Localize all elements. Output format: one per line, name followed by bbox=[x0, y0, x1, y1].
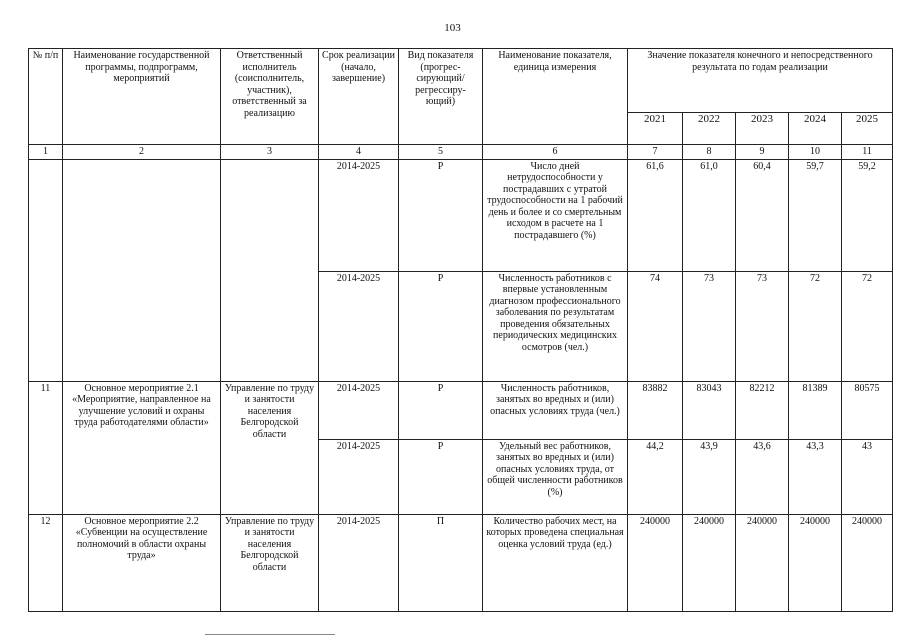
row-indicator-name: Количество рабочих мест, на которых проведена специальная оценка условий труда (ед.) bbox=[483, 514, 628, 612]
column-number: 8 bbox=[683, 145, 736, 160]
row-indicator-type: Р bbox=[399, 439, 483, 514]
row-executor: Управление по труду и занятости населения Белгородской области bbox=[221, 381, 319, 514]
header-values: Значение показателя конечного и непосредственного результата по годам реализации bbox=[628, 49, 893, 113]
column-number: 7 bbox=[628, 145, 683, 160]
row-value-2022: 43,9 bbox=[683, 439, 736, 514]
header-year-2021: 2021 bbox=[628, 113, 683, 145]
row-indicator-name: Численность работников с впервые установленным диагнозом профессионального заболевания по результатам проведения обязательных периодических медицинских осмотров (чел.) bbox=[483, 271, 628, 381]
page-number: 103 bbox=[444, 22, 461, 34]
row-value-2023: 82212 bbox=[736, 381, 789, 439]
header-year-2022: 2022 bbox=[683, 113, 736, 145]
row-value-2021: 74 bbox=[628, 271, 683, 381]
header-num: № п/п bbox=[29, 49, 63, 145]
header-period: Срок реализации (начало, завершение) bbox=[319, 49, 399, 145]
row-num: 11 bbox=[29, 381, 63, 514]
column-number: 5 bbox=[399, 145, 483, 160]
row-value-2022: 73 bbox=[683, 271, 736, 381]
row-indicator-type: Р bbox=[399, 271, 483, 381]
row-executor: Управление по труду и занятости населения Белгородской области bbox=[221, 514, 319, 612]
row-value-2023: 60,4 bbox=[736, 159, 789, 271]
row-value-2025: 240000 bbox=[842, 514, 893, 612]
footer-rule bbox=[205, 634, 335, 635]
table-row bbox=[29, 159, 893, 271]
row-value-2021: 240000 bbox=[628, 514, 683, 612]
row-program-name bbox=[63, 159, 221, 381]
row-num: 12 bbox=[29, 514, 63, 612]
row-program-name: Основное мероприятие 2.1 «Мероприятие, направленное на улучшение условий и охраны труда работодателями области» bbox=[63, 381, 221, 514]
column-number: 4 bbox=[319, 145, 399, 160]
row-value-2024: 59,7 bbox=[789, 159, 842, 271]
row-indicator-type: Р bbox=[399, 381, 483, 439]
row-period: 2014-2025 bbox=[319, 381, 399, 439]
row-num bbox=[29, 159, 63, 381]
column-number: 6 bbox=[483, 145, 628, 160]
column-number: 9 bbox=[736, 145, 789, 160]
row-value-2022: 240000 bbox=[683, 514, 736, 612]
row-period: 2014-2025 bbox=[319, 514, 399, 612]
row-value-2024: 240000 bbox=[789, 514, 842, 612]
row-value-2021: 44,2 bbox=[628, 439, 683, 514]
row-value-2021: 61,6 bbox=[628, 159, 683, 271]
header-indicator-name: Наименование показателя, единица измерения bbox=[483, 49, 628, 145]
row-value-2021: 83882 bbox=[628, 381, 683, 439]
header-year-2023: 2023 bbox=[736, 113, 789, 145]
row-period: 2014-2025 bbox=[319, 439, 399, 514]
column-number: 11 bbox=[842, 145, 893, 160]
row-value-2025: 80575 bbox=[842, 381, 893, 439]
row-executor bbox=[221, 159, 319, 381]
column-number: 3 bbox=[221, 145, 319, 160]
column-number: 1 bbox=[29, 145, 63, 160]
header-year-2024: 2024 bbox=[789, 113, 842, 145]
column-number: 2 bbox=[63, 145, 221, 160]
header-year-2025: 2025 bbox=[842, 113, 893, 145]
row-value-2023: 240000 bbox=[736, 514, 789, 612]
column-number: 10 bbox=[789, 145, 842, 160]
row-indicator-name: Число дней нетрудоспособности у пострадавших с утратой трудоспособности на 1 рабочий день и более и со смертельным исходом в расчете на 1 пострадавшего (%) bbox=[483, 159, 628, 271]
row-program-name: Основное мероприятие 2.2 «Субвенции на осуществление полномочий в области охраны труда» bbox=[63, 514, 221, 612]
row-value-2024: 43,3 bbox=[789, 439, 842, 514]
row-value-2025: 72 bbox=[842, 271, 893, 381]
row-value-2025: 43 bbox=[842, 439, 893, 514]
header-row bbox=[29, 49, 893, 113]
row-value-2022: 61,0 bbox=[683, 159, 736, 271]
row-value-2023: 43,6 bbox=[736, 439, 789, 514]
row-value-2025: 59,2 bbox=[842, 159, 893, 271]
row-indicator-type: П bbox=[399, 514, 483, 612]
row-value-2024: 72 bbox=[789, 271, 842, 381]
row-value-2022: 83043 bbox=[683, 381, 736, 439]
header-program-name: Наименование государственной программы, подпрограмм, мероприятий bbox=[63, 49, 221, 145]
header-indicator-type: Вид показателя (прогрес-сирующий/ регрессиру-ющий) bbox=[399, 49, 483, 145]
row-value-2023: 73 bbox=[736, 271, 789, 381]
row-value-2024: 81389 bbox=[789, 381, 842, 439]
row-indicator-name: Удельный вес работников, занятых во вредных и (или) опасных условиях труда, от общей численности работников (%) bbox=[483, 439, 628, 514]
table-row bbox=[29, 381, 893, 439]
table-row bbox=[29, 514, 893, 612]
row-indicator-type: Р bbox=[399, 159, 483, 271]
indicators-table bbox=[28, 48, 893, 612]
row-indicator-name: Численность работников, занятых во вредных и (или) опасных условиях труда (чел.) bbox=[483, 381, 628, 439]
header-executor: Ответственный исполнитель (соисполнитель, участник), ответственный за реализацию bbox=[221, 49, 319, 145]
row-period: 2014-2025 bbox=[319, 271, 399, 381]
row-period: 2014-2025 bbox=[319, 159, 399, 271]
column-numbers-row bbox=[29, 145, 893, 160]
